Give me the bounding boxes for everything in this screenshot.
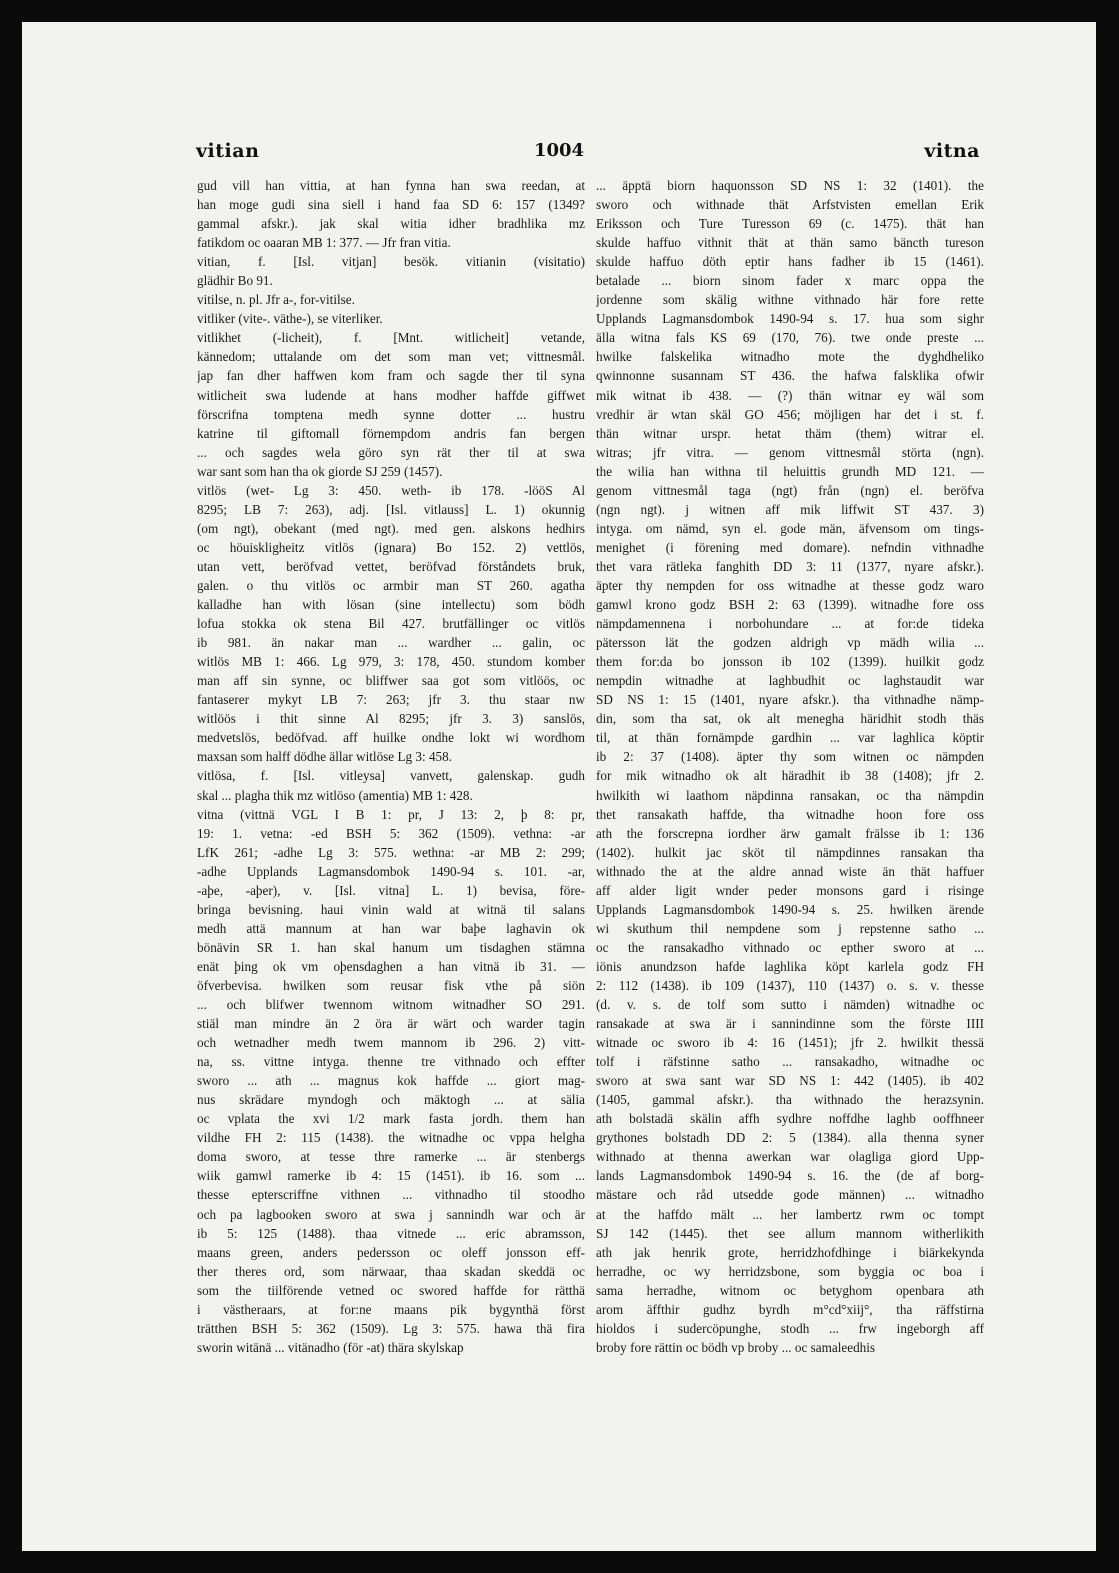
text-line: vitliker (vite-. väthe-), se viterliker. bbox=[197, 311, 383, 327]
text-line: Eriksson och Ture Turesson 69 (c. 1475). thät han bbox=[596, 216, 984, 232]
text-line: och wetnadher medh twem mannom ib 296. 2) vitt- bbox=[197, 1035, 585, 1051]
text-line: LfK 261; -adhe Lg 3: 575. wethna: -ar MB 2: 299; bbox=[197, 844, 585, 860]
text-line: förscrifna tomptena medh synne dotter ... hustru bbox=[197, 406, 585, 422]
text-line: sworo ... ath ... magnus kok haffde ... giort mag- bbox=[197, 1073, 585, 1089]
text-line: sworin witänä ... vitänadho (för -at) thära skylskap bbox=[197, 1339, 464, 1355]
text-line: vitlösa, f. [Isl. vitleysa] vanvett, galenskap. gudh bbox=[197, 768, 585, 784]
text-line: tolf i räfstinne satho ... ransakadho, witnadhe oc bbox=[596, 1054, 984, 1070]
text-line: (d. v. s. de tolf som sutto i nämden) witnadhe oc bbox=[596, 997, 984, 1013]
text-line: witras; jfr vitra. — genom vittnesmål störta (ngn). bbox=[596, 444, 984, 460]
text-line: withnado the at the aldre annad wiste än thät haffuer bbox=[596, 863, 984, 879]
left-running-headword: vitian bbox=[196, 140, 260, 162]
text-line: sworo at swa sant war SD NS 1: 442 (1405). ib 402 bbox=[596, 1073, 984, 1089]
text-line: menighet (i förening med domare). nefndin vithnadhe bbox=[596, 539, 984, 555]
text-line: pätersson lät the godzen aldrigh vp mädh wilia ... bbox=[596, 635, 984, 651]
text-line: ath bolstadä skälin affh sydhre noffdhe laghb ooffhneer bbox=[596, 1111, 984, 1127]
text-line: sama herradhe, witnom oc betyghom openbara ath bbox=[596, 1282, 984, 1298]
text-line: herradhe, oc wy herridzsbone, som byggia oc boa i bbox=[596, 1263, 984, 1279]
text-line: vitna (vittnä VGL I B 1: pr, J 13: 2, þ 8: pr, bbox=[197, 806, 585, 822]
text-line: na, ss. vittne intyga. thenne tre vithnado och effter bbox=[197, 1054, 585, 1070]
text-line: genom vittnesmål taga (ngt) från (ngn) el. beröfva bbox=[596, 482, 984, 498]
text-line: kalladhe han with lösan (sine intellectu) som bödh bbox=[197, 597, 585, 613]
text-line: (om ngt), obekant (med ngt). med gen. alskons hedhirs bbox=[197, 520, 585, 536]
text-line: sworo och withnade thät Arfstvisten emellan Erik bbox=[596, 197, 984, 213]
text-line: lands Lagmansdombok 1490-94 s. 16. the (de af borg- bbox=[596, 1168, 984, 1184]
text-line: 19: 1. vetna: -ed BSH 5: 362 (1509). vethna: -ar bbox=[197, 825, 585, 841]
text-line: witnade oc sworo ib 4: 16 (1451); jfr 2. hwilkit thessä bbox=[596, 1035, 984, 1051]
text-line: ... äpptä biorn haquonsson SD NS 1: 32 (1401). the bbox=[596, 178, 984, 193]
text-line: wiik gamwl ramerke ib 4: 15 (1451). ib 16. som ... bbox=[197, 1168, 585, 1184]
dictionary-page bbox=[22, 22, 1096, 1551]
text-line: i västheraars, at for:ne maans pik bygynthä först bbox=[197, 1301, 585, 1317]
text-line: thän witnar urspr. hetat thäm (them) witrar el. bbox=[596, 425, 984, 441]
text-line: glädhir Bo 91. bbox=[197, 273, 273, 289]
text-line: Upplands Lagmansdombok 1490-94 s. 25. hwilken ärende bbox=[596, 901, 984, 917]
text-line: skulde haffuo vithnit thät at thän samo bäncth tureson bbox=[596, 235, 984, 251]
text-line: 2: 112 (1438). ib 109 (1437), 110 (1437) o. s. v. thesse bbox=[596, 977, 984, 993]
text-line: betalade ... biorn sinom fader x marc oppa the bbox=[596, 273, 984, 289]
left-column bbox=[197, 176, 585, 1486]
text-line: vitian, f. [Isl. vitjan] besök. vitianin (visitatio) bbox=[197, 254, 585, 270]
text-line: (1402). hulkit jac sköt til nämpdinnes ransakan tha bbox=[596, 844, 984, 860]
text-line: äpter thy nempden for oss witnadhe at thesse godz waro bbox=[596, 577, 984, 593]
text-line: trätthen BSH 5: 362 (1509). Lg 3: 575. hawa thä fira bbox=[197, 1320, 585, 1336]
text-line: ib 2: 37 (1408). äpter thy som witnen oc nämpden bbox=[596, 749, 984, 765]
text-line: the wilia han withna til heluittis grundh MD 121. — bbox=[596, 463, 984, 479]
text-line: maxsan som halff dödhe ällar witlöse Lg 3: 458. bbox=[197, 749, 453, 765]
text-line: skulde haffuo döth eptir hans fadher ib 15 (1461). bbox=[596, 254, 984, 270]
text-line: hwilke falskelika witnadho mote the dyghdheliko bbox=[596, 349, 984, 365]
text-line: hwilkith wi laathom näpdinna ransakan, oc tha nämpdin bbox=[596, 787, 984, 803]
text-line: bönävin SR 1. han skal hanum um tisdaghen stämna bbox=[197, 939, 585, 955]
text-line: ... och sagdes wela göro syn rät ther til at swa bbox=[197, 444, 585, 460]
text-line: ... och blifwer twennom witnom witnadher SO 291. bbox=[197, 997, 585, 1013]
text-line: Upplands Lagmansdombok 1490-94 s. 17. hua som sighr bbox=[596, 311, 984, 327]
text-line: mik witnat ib 438. — (?) thän witnar ey wäl som bbox=[596, 387, 984, 403]
text-line: for mik witnadho ok alt häradhit ib 38 (1408); jfr 2. bbox=[596, 768, 984, 784]
text-line: (ngn ngt). j witnen aff mik liffwit ST 437. 3) bbox=[596, 501, 984, 517]
text-line: nempdin witnadhe at laghbudhit oc laghstaudit war bbox=[596, 673, 984, 689]
text-line: som the tiilförende vetned oc swored haffde for rätthä bbox=[197, 1282, 585, 1298]
text-line: jordenne som skälig withne vithnado här fore rette bbox=[596, 292, 984, 308]
text-line: utan vett, beröfvad vettet, beröfvad förståndets bruk, bbox=[197, 558, 585, 574]
text-line: vitlös (wet- Lg 3: 450. weth- ib 178. -lööS Al bbox=[197, 482, 585, 498]
text-line: qwinnonne susannam ST 436. the hafwa falsklika ofwir bbox=[596, 368, 984, 384]
text-line: nämpdamennena i norbohundare ... at for:de tideka bbox=[596, 616, 984, 632]
text-line: öfverbevisa. hwilken som reusar fisk vthe på siön bbox=[197, 977, 585, 993]
text-line: oc the ransakadho vithnado oc epther sworo at ... bbox=[596, 939, 984, 955]
text-line: ransakade at swa är i sannindinne som the förste IIII bbox=[596, 1016, 984, 1032]
text-line: lofua stokka ok stena Bil 427. brutfällinger oc vitlös bbox=[197, 616, 585, 632]
text-line: och pa lagbooken sworo at swa j sannindh war och är bbox=[197, 1206, 585, 1222]
text-line: ib 5: 125 (1488). thaa vitnede ... eric abramsson, bbox=[197, 1225, 585, 1241]
text-line: ath the forscrepna iordher ärw gamalt frälsse ib 1: 136 bbox=[596, 825, 984, 841]
text-line: jap fan dher haffwen kom fram och sagde ther til syna bbox=[197, 368, 585, 384]
text-line: gammal afskr.). jak skal witia idher bradhlika mz bbox=[197, 216, 585, 232]
text-line: grythones bolstadh DD 2: 5 (1384). alla thenna syner bbox=[596, 1130, 984, 1146]
text-line: wi skuthum thil nempdene som j repstenne satho ... bbox=[596, 920, 984, 936]
text-line: doma sworo, at tesse thre ramerke ... är stenbergs bbox=[197, 1149, 585, 1165]
text-line: thesse epterscriffne vithnen ... vithnadho til stoodho bbox=[197, 1187, 585, 1203]
text-line: witlös MB 1: 466. Lg 979, 3: 178, 450. stundom komber bbox=[197, 654, 585, 670]
text-line: withnado at thenna awerkan war olagliga giord Upp- bbox=[596, 1149, 984, 1165]
text-line: -aþe, -aþer), v. [Isl. vitna] L. 1) bevisa, före- bbox=[197, 882, 585, 898]
text-line: maans green, anders pedersson oc oleff jonsson eff- bbox=[197, 1244, 585, 1260]
text-line: vildhe FH 2: 115 (1438). the witnadhe oc vppa helgha bbox=[197, 1130, 585, 1146]
text-line: them for:da bo jonsson ib 102 (1399). huilkit godz bbox=[596, 654, 984, 670]
text-line: katrine til giftomall förnempdom andris fan bergen bbox=[197, 425, 585, 441]
text-line: vitlikhet (-licheit), f. [Mnt. witlicheit] vetande, bbox=[197, 330, 585, 346]
text-line: han moge gudi sina siell i hand faa SD 6: 157 (1349? bbox=[197, 197, 585, 213]
text-line: fatikdom oc oaaran MB 1: 377. — Jfr fran vitia. bbox=[197, 235, 451, 251]
page-number: 1004 bbox=[533, 140, 585, 161]
text-line: hioldos i sudercöpunghe, stodh ... frw ingeborgh aff bbox=[596, 1320, 984, 1336]
text-line: witlicheit swa ludende at hans modher haffde giffwet bbox=[197, 387, 585, 403]
text-line: til, at thän fornämpde gardhin ... var laghlica köptir bbox=[596, 730, 984, 746]
right-column bbox=[596, 176, 984, 1486]
text-line: ib 981. än nakar man ... wardher ... galin, oc bbox=[197, 635, 585, 651]
text-line: aff alder ligit wnder peder monsons gard i risinge bbox=[596, 882, 984, 898]
right-running-headword: vitna bbox=[924, 140, 980, 162]
text-line: SJ 142 (1445). thet see allum mannom witherlikith bbox=[596, 1225, 984, 1241]
text-line: älla witna fals KS 69 (170, 76). twe onde preste ... bbox=[596, 330, 984, 346]
text-line: witlöös i thit sinne Al 8295; jfr 3. 3) sanslös, bbox=[197, 711, 585, 727]
text-line: 8295; LB 7: 263), adj. [Isl. vitlauss] L. 1) okunnig bbox=[197, 501, 585, 517]
text-line: bringa bevisning. haui vinin wald at witnä til salans bbox=[197, 901, 585, 917]
text-line: -adhe Upplands Lagmansdombok 1490-94 s. 101. -ar, bbox=[197, 863, 585, 879]
text-line: stiäl man mindre än 2 öra är wärt och warder tagin bbox=[197, 1016, 585, 1032]
text-line: vitilse, n. pl. Jfr a-, for-vitilse. bbox=[197, 292, 355, 308]
text-line: arom äffthir gudhz byrdh m°cd°xiij°, tha räffstirna bbox=[596, 1301, 984, 1317]
text-line: fantaserer mykyt LB 7: 263; jfr 3. thu staar nw bbox=[197, 692, 585, 708]
running-header bbox=[22, 140, 1096, 180]
text-line: ther theres ord, som närwaar, thaa skadan skeddä oc bbox=[197, 1263, 585, 1279]
text-line: SD NS 1: 15 (1401, nyare afskr.). tha vithnadhe nämp- bbox=[596, 692, 984, 708]
text-line: oc höuiskligheitz vitlös (ignara) Bo 152. 2) vettlös, bbox=[197, 539, 585, 555]
text-line: din, som tha sat, ok alt menegha häridhit stodh thäs bbox=[596, 711, 984, 727]
text-line: oc vplata the xvi 1/2 mark fasta jordh. them han bbox=[197, 1111, 585, 1127]
text-line: kännedom; uttalande om det som man vet; vittnesmål. bbox=[197, 349, 585, 365]
text-line: war sant som han tha ok giorde SJ 259 (1457). bbox=[197, 463, 443, 479]
text-line: thet vara rätleka fanghith DD 3: 11 (1377, nyare afskr.). bbox=[596, 558, 984, 574]
text-line: vredhir är wtan skäl GO 456; möjligen har det i st. f. bbox=[596, 406, 984, 422]
text-line: broby fore rättin oc bödh vp broby ... oc samaleedhis bbox=[596, 1339, 876, 1355]
text-line: thet ransakath haffde, tha witnadhe hoon fore oss bbox=[596, 806, 984, 822]
text-line: man aff sin synne, oc bliffwer saa got som vitlöös, oc bbox=[197, 673, 585, 689]
text-line: gamwl krono godz BSH 2: 63 (1399). witnadhe fore oss bbox=[596, 597, 984, 613]
text-line: at the haffdo mält ... her lambertz rwm oc tompt bbox=[596, 1206, 984, 1222]
text-line: medh attä mannum at han war baþe laghavin ok bbox=[197, 920, 585, 936]
text-line: galen. o thu vitlös oc armbir man ST 260. agatha bbox=[197, 577, 585, 593]
text-line: ath jak henrik grote, herridzhofdhinge i biärkekynda bbox=[596, 1244, 984, 1260]
text-line: nus skrädare myndogh och mäktogh ... at sälia bbox=[197, 1092, 585, 1108]
text-line: (1405, gammal afskr.). tha withnado the herazsynin. bbox=[596, 1092, 984, 1108]
text-line: mästare och råd utsedde gode männen) ... witnadho bbox=[596, 1187, 984, 1203]
text-line: skal ... plagha thik mz witlöso (amentia) MB 1: 428. bbox=[197, 787, 473, 803]
text-line: gud vill han vittia, at han fynna han swa reedan, at bbox=[197, 178, 585, 193]
text-line: intyga. om nämd, syn el. gode män, äfvensom om tings- bbox=[596, 520, 984, 536]
text-line: iönis anundzson hafde laghlika köpt karlela godz FH bbox=[596, 958, 984, 974]
text-line: enät þing ok vm oþensdaghen a han vitnä ib 31. — bbox=[197, 958, 585, 974]
text-line: medvetslös, bedöfvad. aff huilke ondhe lokt wi wordhom bbox=[197, 730, 585, 746]
